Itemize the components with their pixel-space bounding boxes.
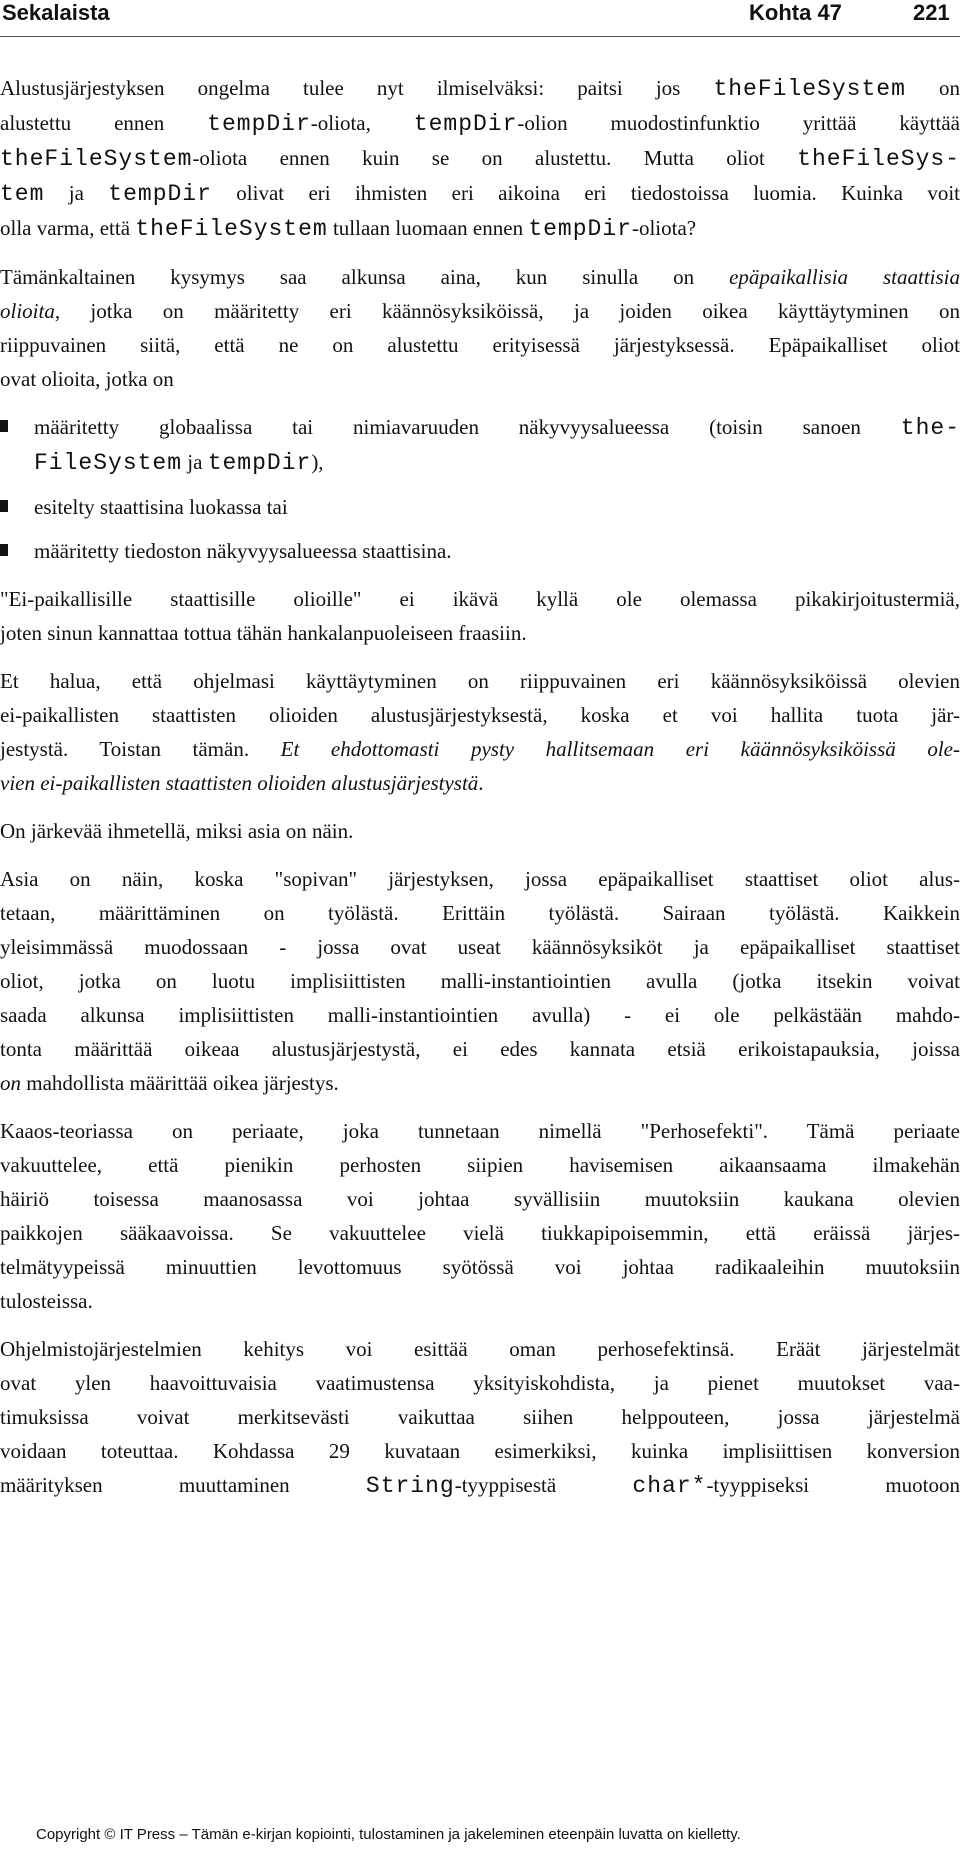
text-line: joten sinun kannattaa tottua tähän hankalanpuoleiseen fraasiin.: [0, 621, 527, 645]
text-line: ovat olioita, jotka on: [0, 367, 174, 391]
text-line: yleisimmässä muodossaan - jossa ovat useat käännösyksiköt ja epäpaikalliset staattiset: [0, 935, 960, 959]
paragraph-4: [0, 664, 960, 800]
page-number: 221: [913, 0, 950, 25]
text-line: Tämänkaltainen kysymys saa alkunsa aina, kun sinulla on epäpaikallisia staattisia: [0, 265, 960, 289]
text-line: jestystä. Toistan tämän. Et ehdottomasti pysty hallitsemaan eri käännösyksiköissä ole-: [0, 737, 960, 761]
section-title: Sekalaista: [2, 0, 110, 25]
text-line: ovat ylen haavoittuvaisia vaatimustensa yksityiskohdista, ja pienet muutokset vaa-: [0, 1371, 960, 1395]
list-item: [0, 410, 960, 480]
paragraph-1: [0, 71, 960, 246]
list-item: [0, 534, 960, 568]
paragraph-6: [0, 862, 960, 1100]
item-number: Kohta 47: [749, 0, 842, 25]
text-line: tonta määrittää oikeaa alustusjärjestystä, ei edes kannata etsiä erikoistapauksia, joissa: [0, 1037, 960, 1061]
text-line: vakuuttelee, että pienikin perhosten siipien havisemisen aikaansaama ilmakehän: [0, 1153, 960, 1177]
paragraph-2: [0, 260, 960, 396]
text-line: riippuvainen siitä, että ne on alustettu erityisessä järjestyksessä. Epäpaikalliset oliot: [0, 333, 960, 357]
text-line: esitelty staattisina luokassa tai: [34, 495, 288, 519]
paragraph-8: [0, 1332, 960, 1503]
text-line: Alustusjärjestyksen ongelma tulee nyt ilmiselväksi: paitsi jos theFileSystem on: [0, 76, 960, 102]
text-line: On järkevää ihmetellä, miksi asia on näin.: [0, 819, 354, 843]
text-line: määritetty tiedoston näkyvyysalueessa staattisina.: [34, 539, 452, 563]
text-line: FileSystem ja tempDir),: [34, 450, 324, 476]
paragraph-5: [0, 814, 960, 848]
text-line: häiriö toisessa maanosassa voi johtaa syvällisiin muutoksiin kaukana olevien: [0, 1187, 960, 1211]
text-line: olioita, jotka on määritetty eri käännösyksiköissä, ja joiden oikea käyttäytyminen on: [0, 299, 960, 323]
text-line: määrityksen muuttaminen String-tyyppisestä char*-tyyppiseksi muotoon: [0, 1473, 960, 1499]
text-line: paikkojen sääkaavoissa. Se vakuuttelee vielä tiukkapipoisemmin, että eräissä järjes-: [0, 1221, 960, 1245]
running-header: [0, 0, 960, 30]
text-line: timuksissa voivat merkitsevästi vaikuttaa siihen helppouteen, jossa järjestelmä: [0, 1405, 960, 1429]
paragraph-3: [0, 582, 960, 650]
text-line: olla varma, että theFileSystem tullaan luomaan ennen tempDir-oliota?: [0, 216, 697, 242]
bullet-list: [0, 410, 960, 568]
text-line: voidaan toteuttaa. Kohdassa 29 kuvataan esimerkiksi, kuinka implisiittisen konversion: [0, 1439, 960, 1463]
copyright-footer: Copyright © IT Press – Tämän e-kirjan kopiointi, tulostaminen ja jakeleminen eteenpäin luvatta on kielletty.: [36, 1826, 741, 1843]
text-line: theFileSystem-oliota ennen kuin se on alustettu. Mutta oliot theFileSys-: [0, 146, 960, 172]
body-text: [0, 71, 960, 1503]
text-line: tetaan, määrittäminen on työlästä. Erittäin työlästä. Sairaan työlästä. Kaikkein: [0, 901, 960, 925]
text-line: "Ei-paikallisille staattisille olioille" ei ikävä kyllä ole olemassa pikakirjoitustermiä,: [0, 587, 960, 611]
text-line: tulosteissa.: [0, 1289, 93, 1313]
text-line: oliot, jotka on luotu implisiittisten malli-instantiointien avulla (jotka itsekin voivat: [0, 969, 960, 993]
text-line: Et halua, että ohjelmasi käyttäytyminen on riippuvainen eri käännösyksiköissä olevien: [0, 669, 960, 693]
paragraph-7: [0, 1114, 960, 1318]
text-line: vien ei-paikallisten staattisten olioiden alustusjärjestystä.: [0, 771, 484, 795]
text-line: Ohjelmistojärjestelmien kehitys voi esittää oman perhosefektinsä. Eräät järjestelmät: [0, 1337, 960, 1361]
text-line: on mahdollista määrittää oikea järjestys.: [0, 1071, 339, 1095]
text-line: alustettu ennen tempDir-oliota, tempDir-olion muodostinfunktio yrittää käyttää: [0, 111, 960, 137]
text-line: telmätyypeissä minuuttien levottomuus syötössä voi johtaa radikaaleihin muutoksiin: [0, 1255, 960, 1279]
text-line: määritetty globaalissa tai nimiavaruuden näkyvyysalueessa (toisin sanoen the-: [34, 415, 960, 441]
text-line: ei-paikallisten staattisten olioiden alustusjärjestyksestä, koska et voi hallita tuota jär-: [0, 703, 960, 727]
list-item: [0, 490, 960, 524]
text-line: Asia on näin, koska "sopivan" järjestyksen, jossa epäpaikalliset staattiset oliot alus-: [0, 867, 960, 891]
text-line: Kaaos-teoriassa on periaate, joka tunnetaan nimellä "Perhosefekti". Tämä periaate: [0, 1119, 960, 1143]
text-line: tem ja tempDir olivat eri ihmisten eri aikoina eri tiedostoissa luomia. Kuinka voit: [0, 181, 960, 207]
text-line: saada alkunsa implisiittisten malli-instantiointien avulla) - ei ole pelkästään mahdo-: [0, 1003, 960, 1027]
header-rule: [0, 36, 960, 37]
